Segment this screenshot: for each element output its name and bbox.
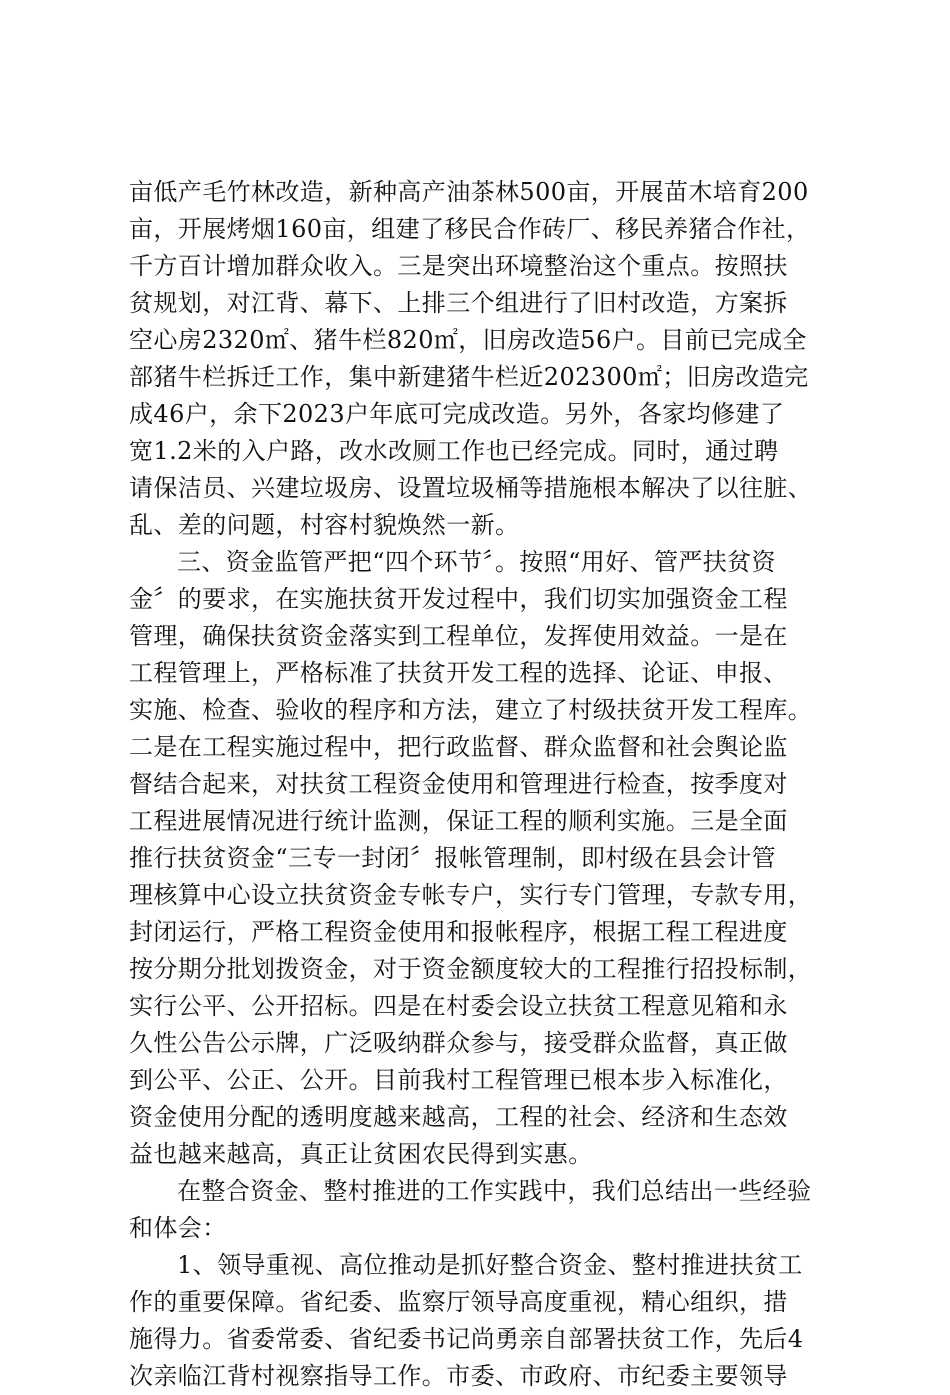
text-line: 乱、差的问题，村容村貌焕然一新。 — [129, 511, 520, 539]
text-line: 请保洁员、兴建垃圾房、设置垃圾桶等措施根本解决了以往脏、 — [129, 474, 813, 502]
text-line: 亩低产毛竹林改造，新种高产油茶林500亩，开展苗木培育200 — [129, 178, 809, 206]
text-line: 空心房2320㎡、猪牛栏820㎡，旧房改造56户。目前已完成全 — [129, 326, 807, 354]
text-line: 金〞的要求，在实施扶贫开发过程中，我们切实加强资金工程 — [129, 585, 788, 613]
text-line: 到公平、公正、公开。目前我村工程管理已根本步入标准化， — [129, 1066, 788, 1094]
text-line: 二是在工程实施过程中，把行政监督、群众监督和社会舆论监 — [129, 733, 788, 761]
text-line: 工程进展情况进行统计监测，保证工程的顺利实施。三是全面 — [129, 807, 788, 835]
paragraph-start-line: 1、领导重视、高位推动是抓好整合资金、整村推进扶贫工 — [177, 1251, 803, 1279]
paragraph-start-line: 在整合资金、整村推进的工作实践中，我们总结出一些经验 — [177, 1177, 812, 1205]
text-line: 次亲临江背村视察指导工作。市委、市政府、市纪委主要领导 — [129, 1362, 788, 1390]
body-text — [129, 174, 829, 1395]
text-line: 封闭运行，严格工程资金使用和报帐程序，根据工程工程进度 — [129, 918, 788, 946]
text-line: 宽1.2米的入户路，改水改厕工作也已经完成。同时，通过聘 — [129, 437, 779, 465]
text-line: 贫规划，对江背、幕下、上排三个组进行了旧村改造，方案拆 — [129, 289, 788, 317]
text-line: 亩，开展烤烟160亩，组建了移民合作砖厂、移民养猪合作社， — [129, 215, 811, 243]
text-line: 实行公平、公开招标。四是在村委会设立扶贫工程意见箱和永 — [129, 992, 788, 1020]
text-line: 成46户，余下2023户年底可完成改造。另外，各家均修建了 — [129, 400, 785, 428]
text-line: 理核算中心设立扶贫资金专帐专户，实行专门管理，专款专用， — [129, 881, 813, 909]
text-line: 推行扶贫资金“三专一封闭〞报帐管理制，即村级在县会计管 — [129, 844, 777, 872]
text-line: 实施、检查、验收的程序和方法，建立了村级扶贫开发工程库。 — [129, 696, 813, 724]
text-line: 作的重要保障。省纪委、监察厅领导高度重视，精心组织，措 — [129, 1288, 788, 1316]
text-line: 和体会： — [129, 1214, 227, 1242]
text-line: 益也越来越高，真正让贫困农民得到实惠。 — [129, 1140, 593, 1168]
text-line: 督结合起来，对扶贫工程资金使用和管理进行检查，按季度对 — [129, 770, 788, 798]
paragraph-start-line: 三、资金监管严把“四个环节〞。按照“用好、管严扶贫资 — [177, 548, 776, 576]
text-line: 部猪牛栏拆迁工作，集中新建猪牛栏近202300㎡；旧房改造完 — [129, 363, 809, 391]
text-line: 资金使用分配的透明度越来越高，工程的社会、经济和生态效 — [129, 1103, 788, 1131]
text-line: 千方百计增加群众收入。三是突出环境整治这个重点。按照扶 — [129, 252, 788, 280]
text-line: 管理，确保扶贫资金落实到工程单位，发挥使用效益。一是在 — [129, 622, 788, 650]
text-line: 久性公告公示牌，广泛吸纳群众参与，接受群众监督，真正做 — [129, 1029, 788, 1057]
text-line: 施得力。省委常委、省纪委书记尚勇亲自部署扶贫工作，先后4 — [129, 1325, 804, 1353]
text-line: 工程管理上，严格标准了扶贫开发工程的选择、论证、申报、 — [129, 659, 788, 687]
text-line: 按分期分批划拨资金，对于资金额度较大的工程推行招投标制， — [129, 955, 813, 983]
